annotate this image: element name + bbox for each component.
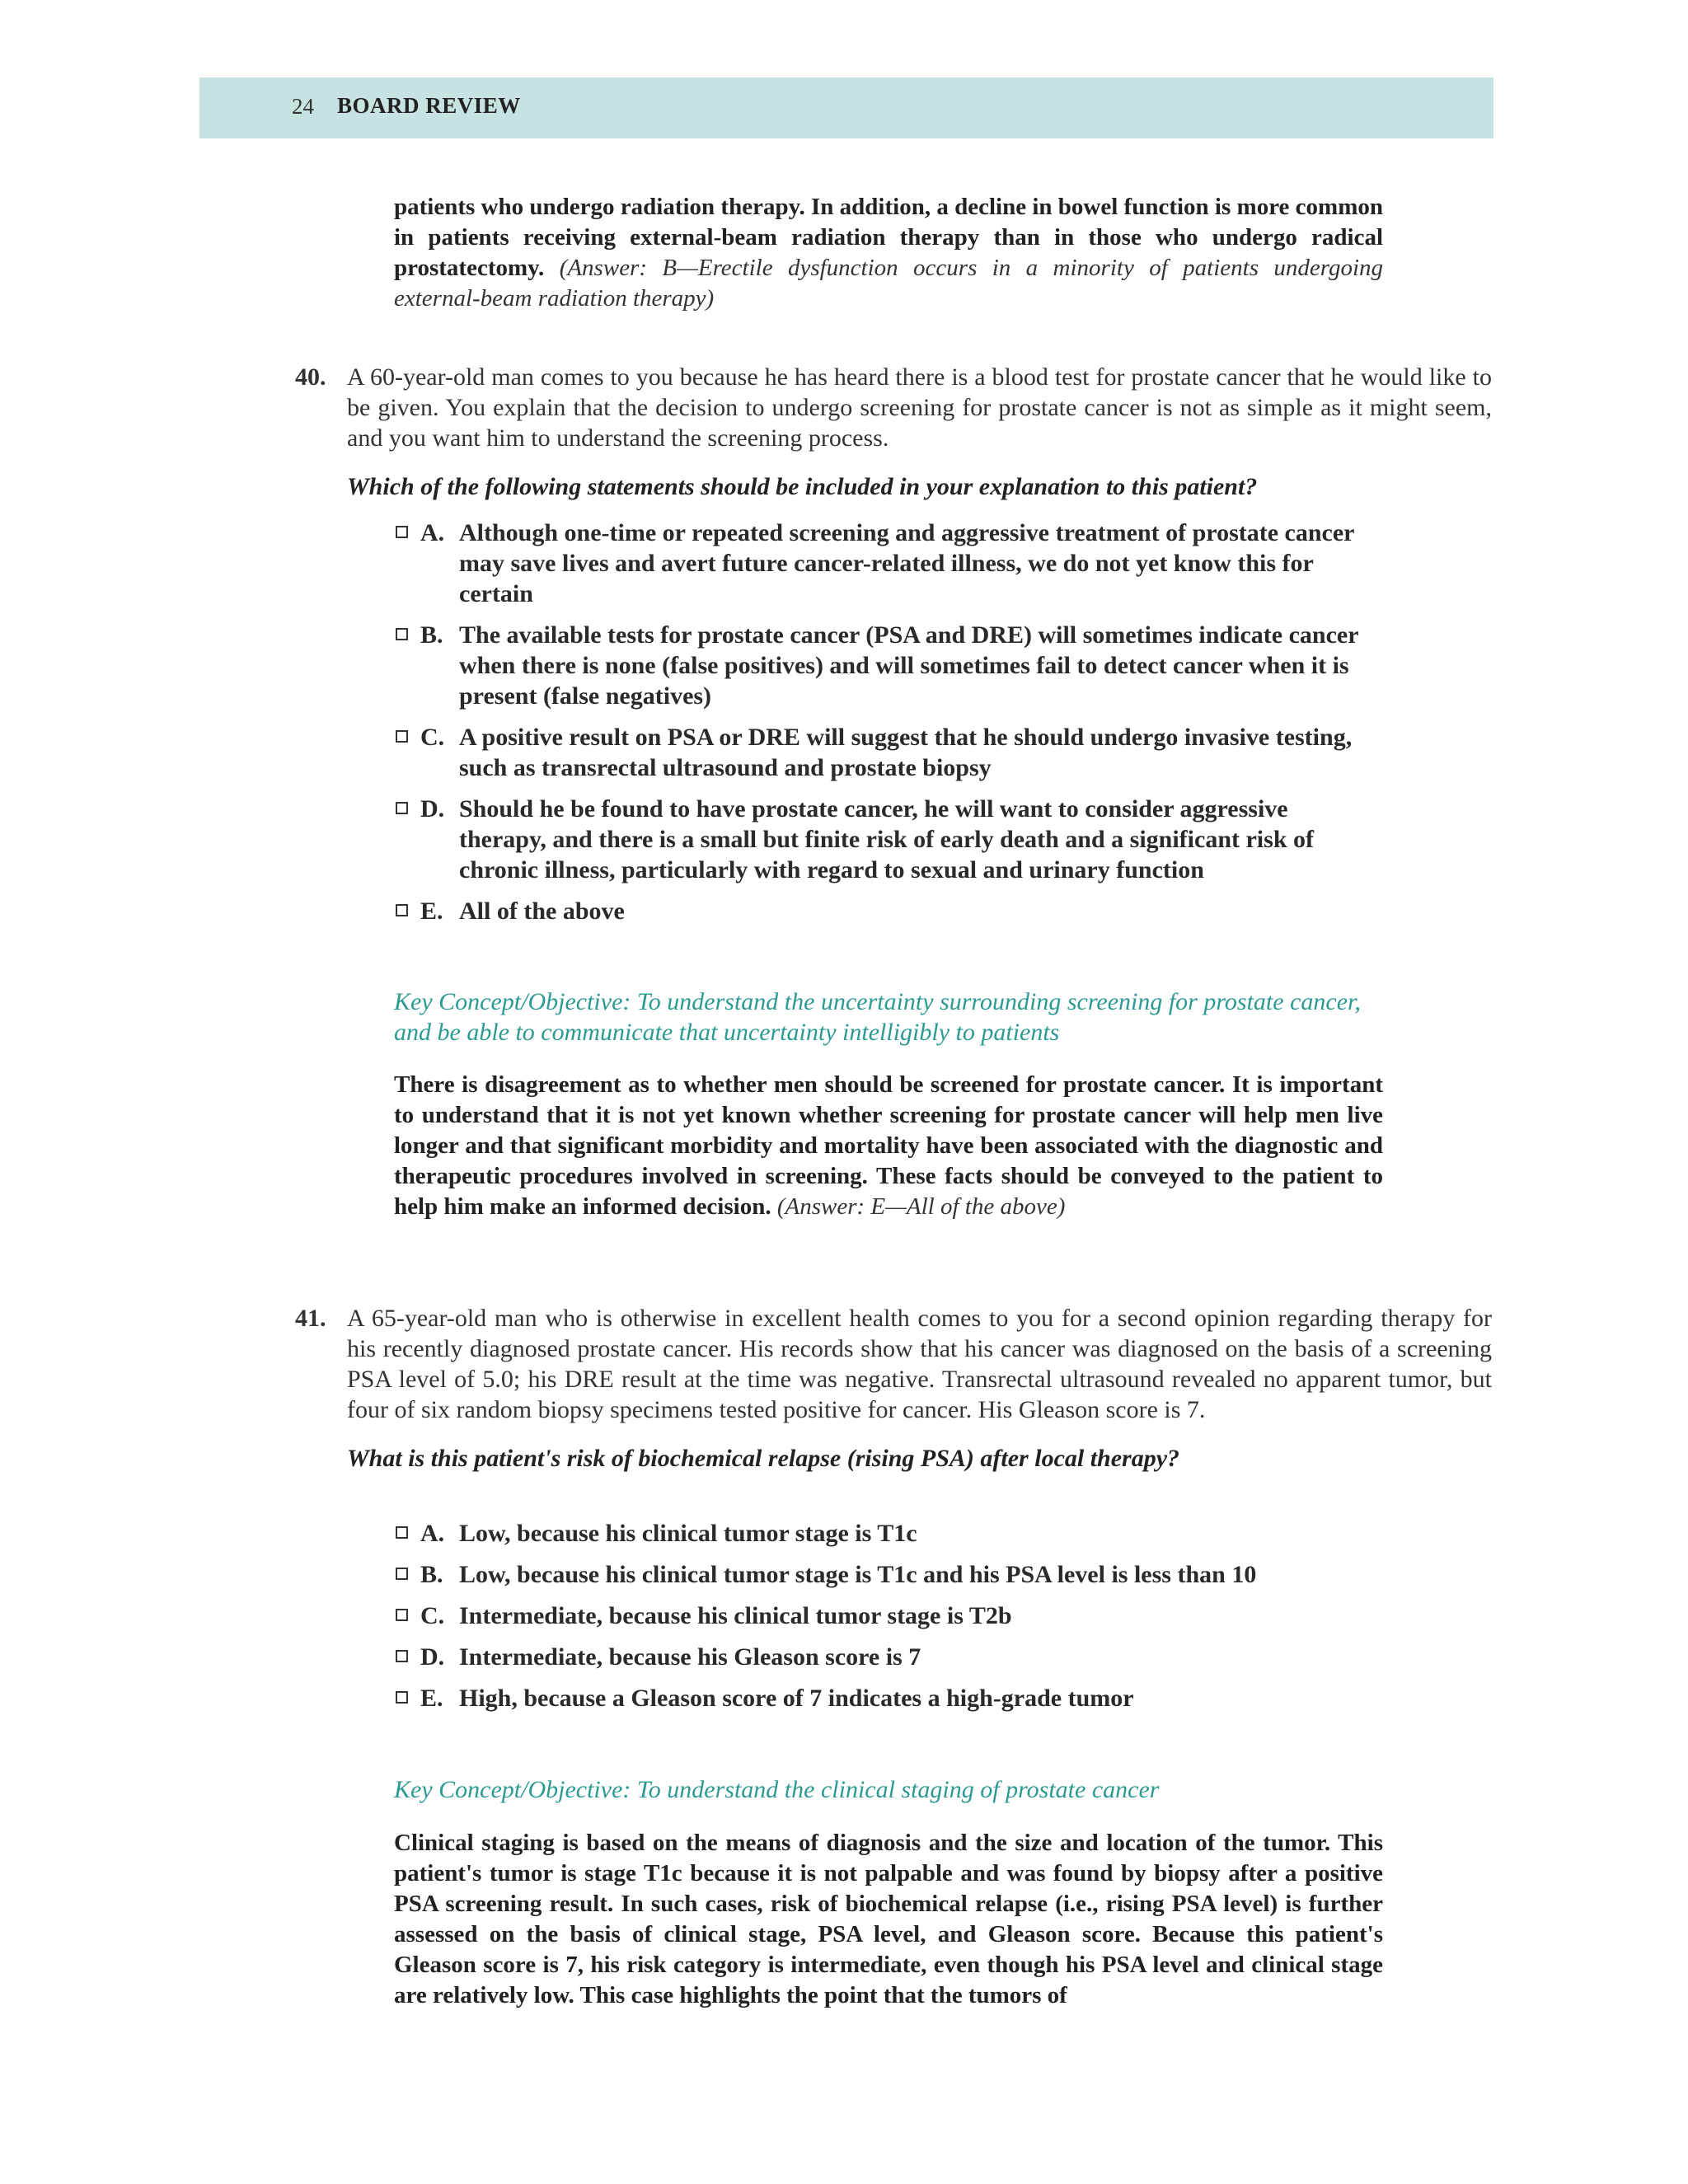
option-text: Intermediate, because his Gleason score is 7 (459, 1643, 921, 1671)
carryover-explanation (394, 192, 1383, 314)
option-text: Low, because his clinical tumor stage is T1c and his PSA level is less than 10 (459, 1561, 1257, 1588)
option-letter: E. (420, 898, 443, 925)
option-text: Low, because his clinical tumor stage is T1c (459, 1520, 917, 1547)
option-letter: C. (420, 1602, 445, 1629)
explanation-text: Clinical staging is based on the means of diagnosis and the size and location of the tumor. This patient's tumor is stage T1c because it is not palpable and was found by biopsy after a positive PSA screening result. In such cases, risk of biochemical relapse (i.e., rising PSA level) is further assessed on the basis of clinical stage, PSA level, and Gleason score. Because this patient's Gleason score is 7, his risk category is intermediate, even though his PSA level and clinical stage are relatively low. This case highlights the point that the tumors of (394, 1830, 1383, 2008)
question-41-options (394, 1518, 1367, 1724)
question-number: 40. (295, 363, 326, 391)
checkbox-icon[interactable] (396, 730, 408, 743)
option-text: The available tests for prostate cancer (PSA and DRE) will sometimes indicate cancer when there is none (false positives) and will sometimes fail to detect cancer when it is present (false negatives) (459, 621, 1358, 710)
option-letter: D. (420, 1643, 445, 1671)
option-c[interactable] (394, 1601, 1367, 1631)
question-40-explanation (394, 1070, 1383, 1222)
checkbox-icon[interactable] (396, 628, 408, 640)
option-text: Intermediate, because his clinical tumor stage is T2b (459, 1602, 1012, 1629)
option-b[interactable] (394, 1559, 1367, 1590)
option-a[interactable] (394, 1518, 1367, 1549)
option-text: Although one-time or repeated screening and aggressive treatment of prostate cancer may save lives and avert future cancer-related illness, we do not yet know this for certain (459, 519, 1354, 607)
question-40 (295, 362, 1492, 502)
question-prompt: What is this patient's risk of biochemical relapse (rising PSA) after local therapy? (347, 1445, 1180, 1472)
checkbox-icon[interactable] (396, 1568, 408, 1580)
option-text: Should he be found to have prostate cancer, he will want to consider aggressive therapy, and there is a small but finite risk of early death and a significant risk of chronic illness, particularly with regard to sexual and urinary function (459, 795, 1314, 883)
checkbox-icon[interactable] (396, 904, 408, 916)
option-e[interactable] (394, 896, 1367, 926)
question-number: 41. (295, 1305, 326, 1332)
option-e[interactable] (394, 1683, 1367, 1713)
running-title: BOARD REVIEW (337, 93, 521, 118)
question-prompt: Which of the following statements should be included in your explanation to this patient? (347, 473, 1258, 500)
checkbox-icon[interactable] (396, 802, 408, 814)
option-letter: B. (420, 621, 443, 649)
checkbox-icon[interactable] (396, 1691, 408, 1704)
option-d[interactable] (394, 794, 1367, 885)
question-41-explanation (394, 1828, 1383, 2011)
key-concept: Key Concept/Objective: To understand the clinical staging of prostate cancer (394, 1776, 1160, 1803)
option-letter: C. (420, 724, 445, 751)
checkbox-icon[interactable] (396, 1650, 408, 1662)
question-41 (295, 1303, 1492, 1474)
option-c[interactable] (394, 722, 1367, 783)
option-text: High, because a Gleason score of 7 indicates a high-grade tumor (459, 1685, 1134, 1712)
checkbox-icon[interactable] (396, 1526, 408, 1539)
checkbox-icon[interactable] (396, 1609, 408, 1621)
option-b[interactable] (394, 620, 1367, 711)
option-a[interactable] (394, 518, 1367, 609)
key-concept: Key Concept/Objective: To understand the uncertainty surrounding screening for prostate cancer, and be able to communicate that uncertainty intelligibly to patients (394, 988, 1361, 1046)
answer-note: (Answer: B—Erectile dysfunction occurs in a minority of patients undergoing external-beam radiation therapy) (394, 255, 1383, 312)
option-text: All of the above (459, 898, 625, 925)
option-letter: D. (420, 795, 445, 823)
option-letter: A. (420, 519, 445, 546)
option-text: A positive result on PSA or DRE will suggest that he should undergo invasive testing, such as transrectal ultrasound and prostate biopsy (459, 724, 1353, 781)
question-40-options (394, 518, 1367, 937)
question-stem: A 60-year-old man comes to you because he has heard there is a blood test for prostate cancer that he would like to be given. You explain that the decision to undergo screening for prostate cancer is not as simple as it might seem, and you want him to understand the screening process. (347, 363, 1492, 452)
option-letter: A. (420, 1520, 445, 1547)
running-header (199, 77, 1493, 138)
option-d[interactable] (394, 1642, 1367, 1672)
option-letter: B. (420, 1561, 443, 1588)
checkbox-icon[interactable] (396, 526, 408, 538)
answer-note: (Answer: E—All of the above) (776, 1193, 1066, 1220)
question-stem: A 65-year-old man who is otherwise in excellent health comes to you for a second opinion regarding therapy for his recently diagnosed prostate cancer. His records show that his cancer was diagnosed on the basis of a screening PSA level of 5.0; his DRE result at the time was negative. Transrectal ultrasound revealed no apparent tumor, but four of six random biopsy specimens tested positive for cancer. His Gleason score is 7. (347, 1305, 1492, 1423)
explanation-text: patients who undergo radiation therapy. In addition, a decline in bowel function is more common in patients receiving external-beam radiation therapy than in those who undergo radical prostatectomy. (394, 194, 1383, 281)
explanation-text: There is disagreement as to whether men should be screened for prostate cancer. It is important to understand that it is not yet known whether screening for prostate cancer will help men live longer and that significant morbidity and mortality have been associated with the diagnostic and therapeutic procedures involved in screening. These facts should be conveyed to the patient to help him make an informed decision. (394, 1071, 1383, 1220)
page-number: 24 (292, 94, 314, 119)
option-letter: E. (420, 1685, 443, 1712)
